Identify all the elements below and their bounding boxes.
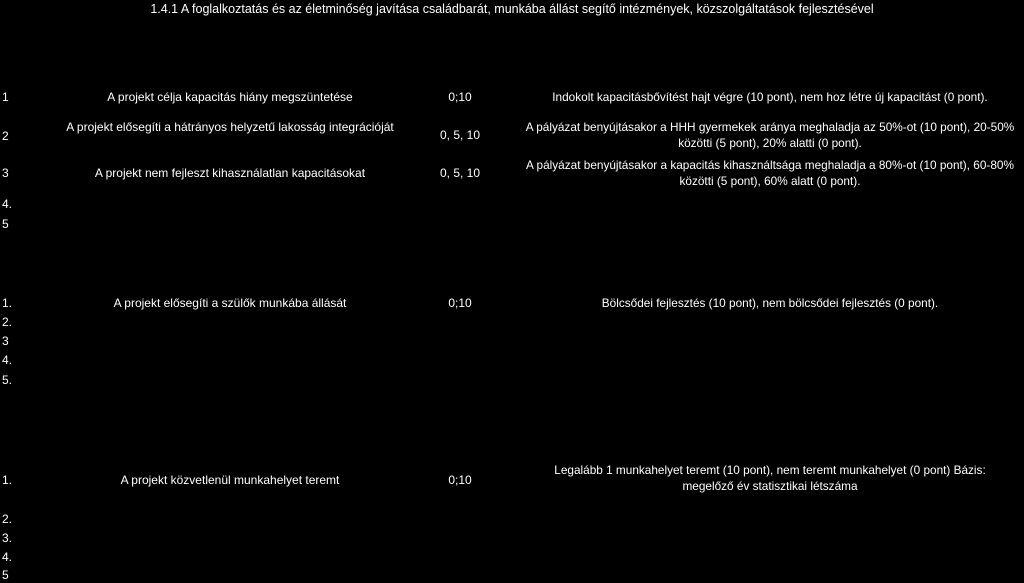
scoring-description: Bölcsődei fejlesztés (10 pont), nem bölcsődei fejlesztés (0 pont). bbox=[601, 296, 939, 310]
criterion-text: A projekt nem fejleszt kihasználatlan kapacitásokat bbox=[94, 166, 366, 180]
scoring-description: A pályázat benyújtásakor a kapacitás kihasználtsága meghaladja a 80%-ot (10 pont), 60-80% közötti (5 pont), 60% alatt (0 pont). bbox=[526, 158, 1014, 188]
criterion-text: A projekt elősegíti a szülők munkába állását bbox=[113, 296, 347, 310]
score-range: 0;10 bbox=[448, 90, 472, 104]
criterion-text: A projekt elősegíti a hátrányos helyzetű lakosság integrációját bbox=[66, 120, 394, 134]
row-number: 2. bbox=[2, 512, 13, 526]
row-number: 4. bbox=[2, 550, 13, 564]
row-number: 5 bbox=[2, 217, 9, 231]
document-title: 1.4.1 A foglalkoztatás és az életminőség javítása családbarát, munkába állást segítő intézmények, közszolgáltatások fejlesztésével bbox=[150, 2, 874, 16]
score-range: 0, 5, 10 bbox=[439, 166, 481, 180]
scoring-description: Legalább 1 munkahelyet teremt (10 pont), nem teremt munkahelyet (0 pont) Bázis: megelőző év statisztikai létszáma bbox=[554, 463, 986, 493]
scoring-description: A pályázat benyújtásakor a HHH gyermekek aránya meghaladja az 50%-ot (10 pont), 20-50% közötti (5 pont), 20% alatti (0 pont). bbox=[525, 120, 1015, 150]
row-number: 5 bbox=[2, 568, 9, 582]
row-number: 4. bbox=[2, 353, 13, 367]
row-number: 1. bbox=[2, 296, 13, 310]
row-number: 2. bbox=[2, 315, 13, 329]
row-number: 5. bbox=[2, 373, 13, 387]
score-range: 0, 5, 10 bbox=[439, 128, 481, 142]
score-range: 0;10 bbox=[448, 473, 472, 487]
score-range: 0;10 bbox=[448, 296, 472, 310]
row-number: 1 bbox=[2, 90, 9, 104]
criterion-text: A projekt célja kapacitás hiány megszüntetése bbox=[107, 90, 353, 104]
row-number: 4. bbox=[2, 197, 13, 211]
criterion-text: A projekt közvetlenül munkahelyet teremt bbox=[120, 473, 340, 487]
row-number: 3 bbox=[2, 334, 9, 348]
row-number: 3 bbox=[2, 166, 9, 180]
row-number: 1. bbox=[2, 473, 13, 487]
row-number: 3. bbox=[2, 531, 13, 545]
scoring-description: Indokolt kapacitásbővítést hajt végre (10 pont), nem hoz létre új kapacitást (0 pont). bbox=[552, 90, 988, 104]
row-number: 2 bbox=[2, 129, 9, 143]
